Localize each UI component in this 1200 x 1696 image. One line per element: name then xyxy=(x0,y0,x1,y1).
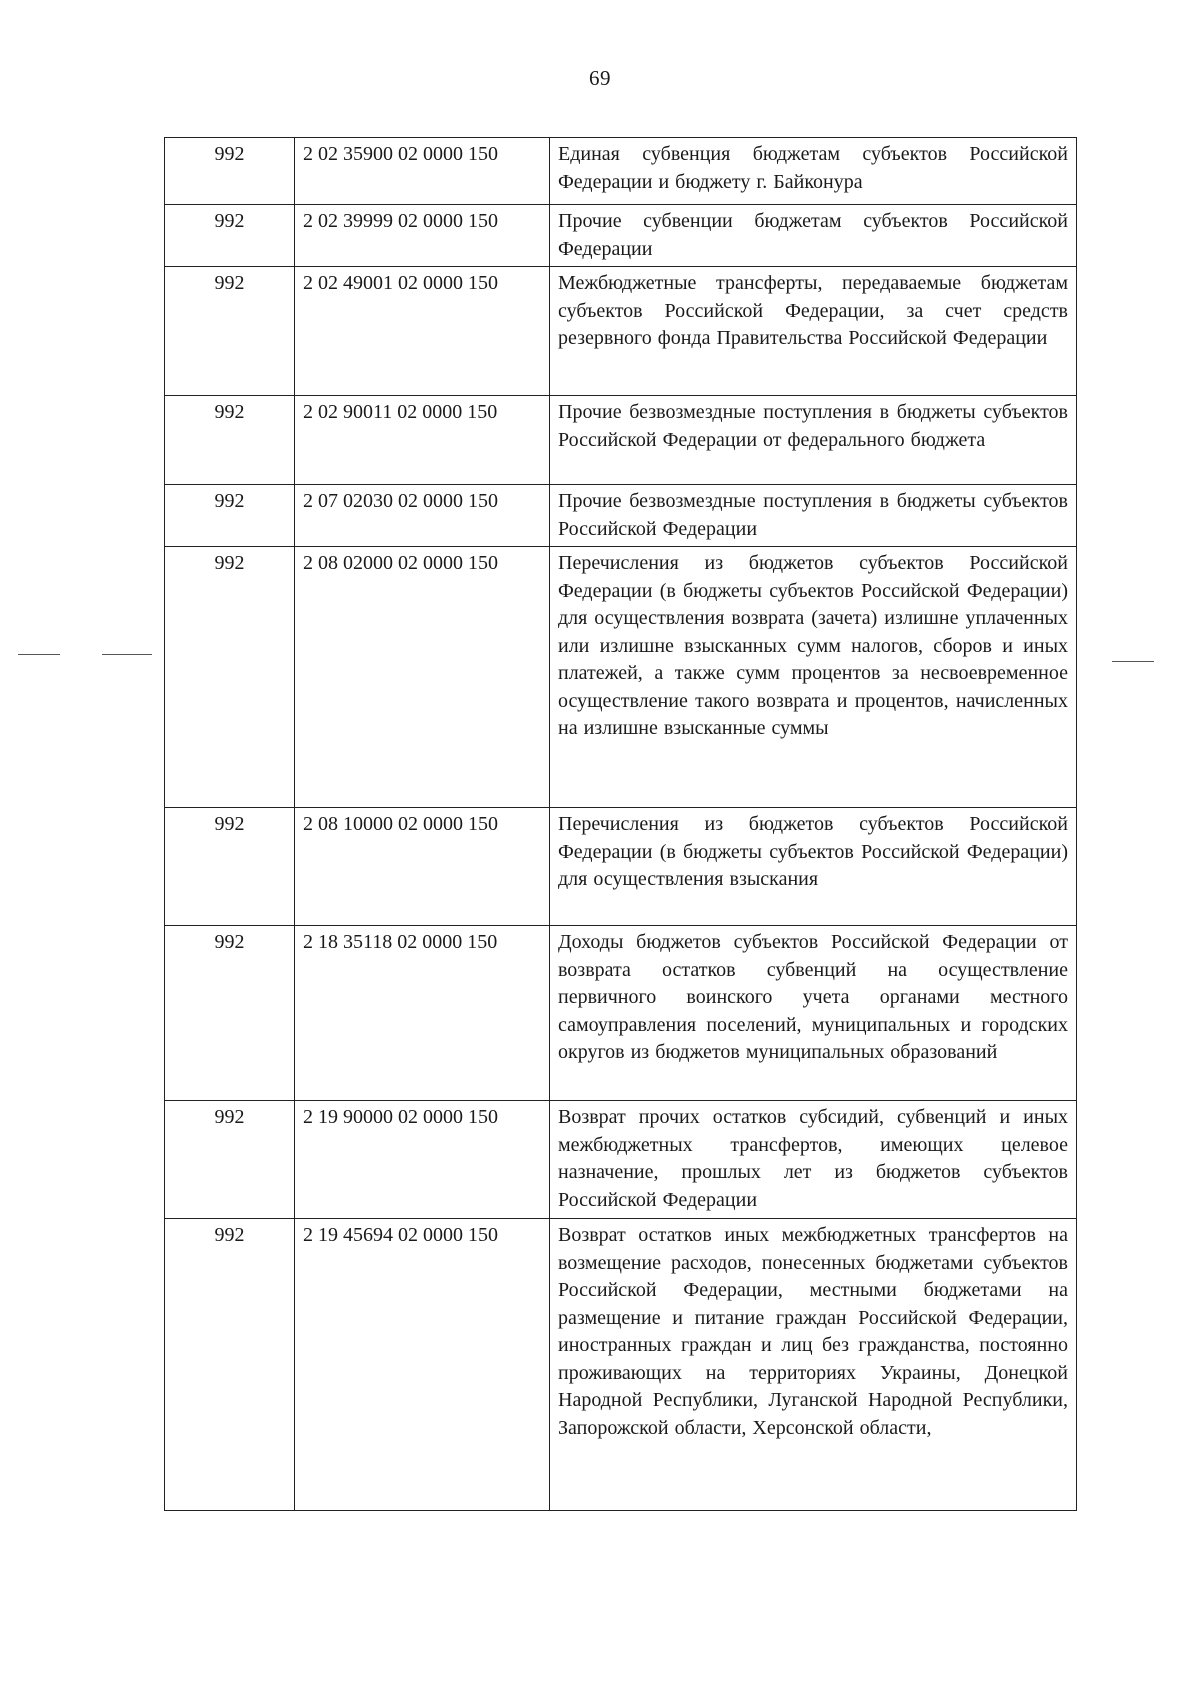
scan-artifact-line xyxy=(102,654,152,655)
admin-code-cell: 992 xyxy=(165,1101,295,1219)
table-row xyxy=(165,808,1077,926)
admin-code-cell: 992 xyxy=(165,808,295,926)
admin-code-cell: 992 xyxy=(165,926,295,1101)
income-description-cell: Перечисления из бюджетов субъектов Российской Федерации (в бюджеты субъектов Российской Федерации) для осуществления возврата (зачета) излишне уплаченных или излишне взысканных сумм налогов, сборов и иных платежей, а также сумм процентов за несвоевременное осуществление такого возврата и процентов, начисленных на излишне взысканные суммы xyxy=(550,547,1077,808)
table-row xyxy=(165,138,1077,205)
page-number: 69 xyxy=(589,66,611,90)
admin-code-cell: 992 xyxy=(165,205,295,267)
admin-code-cell: 992 xyxy=(165,396,295,485)
table-row xyxy=(165,1219,1077,1511)
budget-classification-code-cell: 2 19 45694 02 0000 150 xyxy=(295,1219,550,1511)
table-row xyxy=(165,547,1077,808)
income-description-cell: Возврат остатков иных межбюджетных трансфертов на возмещение расходов, понесенных бюджетами субъектов Российской Федерации, местными бюджетами на размещение и питание граждан Российской Федерации, иностранных граждан и лиц без гражданства, постоянно проживающих на территориях Украины, Донецкой Народной Республики, Луганской Народной Республики, Запорожской области, Херсонской области, xyxy=(550,1219,1077,1511)
budget-classification-code-cell: 2 08 02000 02 0000 150 xyxy=(295,547,550,808)
budget-classification-code-cell: 2 02 90011 02 0000 150 xyxy=(295,396,550,485)
income-description-cell: Единая субвенция бюджетам субъектов Российской Федерации и бюджету г. Байконура xyxy=(550,138,1077,205)
income-description-cell: Межбюджетные трансферты, передаваемые бюджетам субъектов Российской Федерации, за счет средств резервного фонда Правительства Российской Федерации xyxy=(550,267,1077,396)
table-row xyxy=(165,485,1077,547)
budget-classification-code-cell: 2 02 35900 02 0000 150 xyxy=(295,138,550,205)
budget-classification-code-cell: 2 19 90000 02 0000 150 xyxy=(295,1101,550,1219)
budget-classification-code-cell: 2 07 02030 02 0000 150 xyxy=(295,485,550,547)
admin-code-cell: 992 xyxy=(165,1219,295,1511)
admin-code-cell: 992 xyxy=(165,547,295,808)
income-description-cell: Доходы бюджетов субъектов Российской Федерации от возврата остатков субвенций на осуществление первичного воинского учета органами местного самоуправления поселений, муниципальных и городских округов из бюджетов муниципальных образований xyxy=(550,926,1077,1101)
income-description-cell: Перечисления из бюджетов субъектов Российской Федерации (в бюджеты субъектов Российской Федерации) для осуществления взыскания xyxy=(550,808,1077,926)
table-row xyxy=(165,926,1077,1101)
income-description-cell: Прочие безвозмездные поступления в бюджеты субъектов Российской Федерации от федерального бюджета xyxy=(550,396,1077,485)
table-row xyxy=(165,205,1077,267)
income-description-cell: Прочие субвенции бюджетам субъектов Российской Федерации xyxy=(550,205,1077,267)
budget-classification-code-cell: 2 08 10000 02 0000 150 xyxy=(295,808,550,926)
revenue-codes-table xyxy=(164,137,1077,1511)
income-description-cell: Возврат прочих остатков субсидий, субвенций и иных межбюджетных трансфертов, имеющих целевое назначение, прошлых лет из бюджетов субъектов Российской Федерации xyxy=(550,1101,1077,1219)
budget-classification-code-cell: 2 02 39999 02 0000 150 xyxy=(295,205,550,267)
admin-code-cell: 992 xyxy=(165,485,295,547)
admin-code-cell: 992 xyxy=(165,138,295,205)
table-row xyxy=(165,1101,1077,1219)
table-row xyxy=(165,396,1077,485)
budget-classification-code-cell: 2 02 49001 02 0000 150 xyxy=(295,267,550,396)
table-row xyxy=(165,267,1077,396)
admin-code-cell: 992 xyxy=(165,267,295,396)
scan-artifact-line xyxy=(18,654,60,655)
income-description-cell: Прочие безвозмездные поступления в бюджеты субъектов Российской Федерации xyxy=(550,485,1077,547)
scan-artifact-line xyxy=(1112,661,1154,662)
budget-classification-code-cell: 2 18 35118 02 0000 150 xyxy=(295,926,550,1101)
